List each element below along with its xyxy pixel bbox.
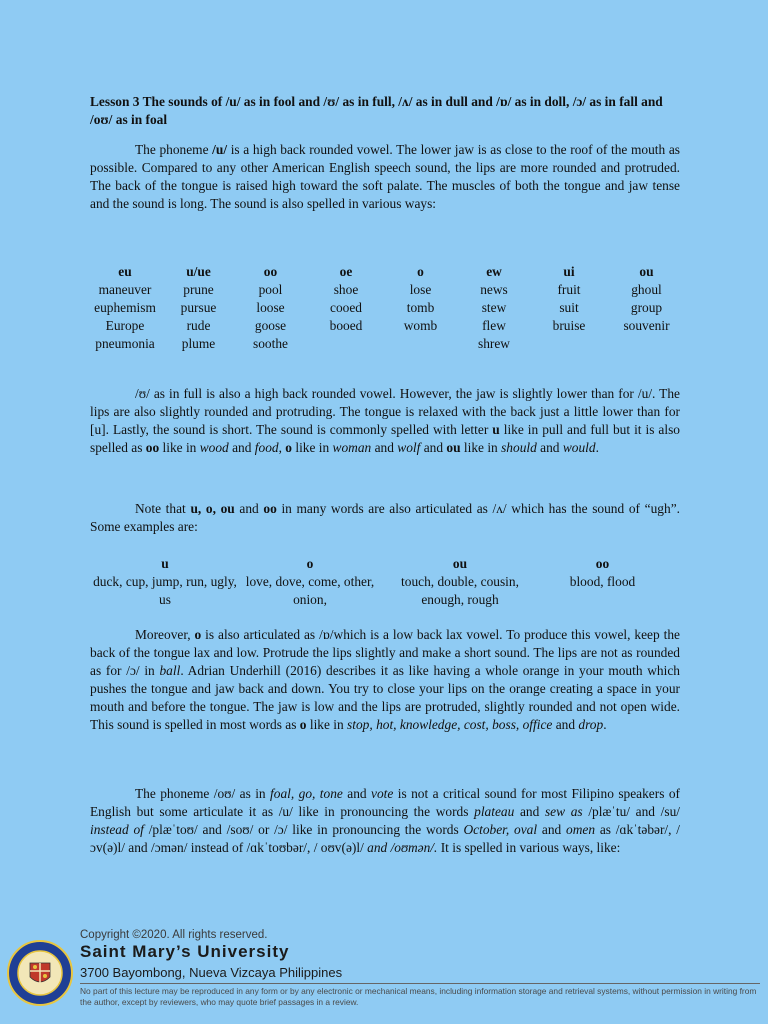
- paragraph-ugh: [90, 500, 680, 536]
- divider: [80, 983, 760, 984]
- spelling-column: [232, 263, 309, 353]
- text-bold: o: [194, 627, 202, 642]
- text-italic: foal, go, tone: [270, 786, 343, 801]
- text: and: [514, 804, 545, 819]
- text: Note that: [135, 501, 191, 516]
- university-address: 3700 Bayombong, Nueva Vizcaya Philippines: [80, 965, 343, 980]
- spelling-word: euphemism: [94, 300, 156, 315]
- text: like in pull and full but it is also spelled as: [90, 422, 680, 455]
- example-words: blood, flood: [569, 574, 636, 589]
- spelling-table-u: [85, 263, 685, 353]
- text: /plæˈtoʊ/ and /soʊ/ or /ɔ/ like in pronouncing the words: [143, 822, 464, 837]
- paragraph-full: [90, 385, 680, 457]
- text-italic: sew: [544, 804, 566, 819]
- spelling-header: eu: [118, 264, 132, 279]
- spelling-word: pool: [258, 282, 283, 297]
- spelling-word: lose: [409, 282, 432, 297]
- paragraph-doll: [90, 626, 680, 734]
- text: as /ɑkˈtəbər/, /ɔv(ə)l/ and /ɔmən/ instead of /ɑkˈtoʊbər/, / oʊv(ə)l/: [90, 822, 680, 855]
- spelling-word: shoe: [333, 282, 359, 297]
- example-words: love, dove, come, other, onion,: [245, 574, 375, 607]
- text-bold: oo: [263, 501, 277, 516]
- spelling-word: bruise: [552, 318, 586, 333]
- text-italic: and /oʊmən/.: [367, 840, 438, 855]
- text-italic: drop: [578, 717, 604, 732]
- lesson-content: [90, 93, 681, 855]
- spelling-word: souvenir: [623, 318, 670, 333]
- spelling-column: [608, 263, 685, 353]
- text: /ʊ/ as in full is also a high back rounded vowel. However, the jaw is slightly lower than for /u/. The lips are also slightly rounded and protruding. The tongue is relaxed with the back just a little lower than for [u]. Lastly, the sound is short. The sound is commonly spelled with letter: [90, 386, 680, 437]
- text: /plæˈtu/ and /su/: [582, 804, 681, 819]
- spelling-word: news: [480, 282, 508, 297]
- text-italic: instead of: [90, 822, 144, 837]
- spelling-word: suit: [559, 300, 579, 315]
- text: like in: [159, 440, 200, 455]
- spelling-header: ew: [486, 264, 502, 279]
- paragraph-u: [90, 141, 680, 213]
- spelling-header: ui: [563, 264, 575, 279]
- text-bold: o: [285, 440, 292, 455]
- spelling-table-uh: [90, 555, 690, 609]
- text: like in: [460, 440, 502, 455]
- text: like in: [306, 717, 348, 732]
- text: is a high back rounded vowel. The lower jaw is as close to the roof of the mouth as possible. Compared to any other American English speech sound, the lips are more rounded and protruded. The back of the tongue is raised high toward the soft palate. The muscles of both the tongue and jaw tense and the sound is long. The sound is also spelled in various ways:: [90, 142, 680, 211]
- university-seal-logo: [6, 939, 74, 1007]
- text-italic: would: [562, 440, 596, 455]
- spelling-column: [383, 263, 458, 353]
- spelling-word: stew: [481, 300, 507, 315]
- text: and: [234, 501, 264, 516]
- text-italic: ball: [159, 663, 181, 678]
- spelling-word: goose: [254, 318, 287, 333]
- text-italic: as: [570, 804, 583, 819]
- text: ,: [278, 440, 286, 455]
- text: is also articulated as /ɒ/which is a low back lax vowel. To produce this vowel, keep the back of the tongue lax and low. Protrude the lips slightly and make a short sound. The lips are not as rounded as for /ɔ/ in: [90, 627, 680, 678]
- text-italic: food: [254, 440, 279, 455]
- text-italic: should: [501, 440, 537, 455]
- text: and: [342, 786, 372, 801]
- example-words: duck, cup, jump, run, ugly, us: [93, 574, 237, 607]
- spelling-word: fruit: [557, 282, 581, 297]
- spelling-header: oe: [339, 264, 353, 279]
- example-words: touch, double, cousin, enough, rough: [401, 574, 519, 607]
- spelling-word: Europe: [105, 318, 145, 333]
- spelling-word: rude: [186, 318, 211, 333]
- spelling-column: [165, 263, 232, 353]
- text-bold: /u/: [212, 142, 228, 157]
- footer: [0, 925, 768, 1024]
- spelling-word: womb: [403, 318, 438, 333]
- text-bold: ou: [446, 440, 461, 455]
- spelling-word: prune: [183, 282, 214, 297]
- text-italic: stop, hot, knowledge, cost, boss, office: [347, 717, 553, 732]
- text: in many words are also articulated as /ʌ/ which has the sound of “ugh”. Some examples are:: [90, 501, 680, 534]
- text: .: [603, 717, 607, 732]
- example-header: o: [306, 556, 314, 571]
- text: The phoneme: [135, 142, 213, 157]
- spelling-column: [530, 263, 608, 353]
- spelling-header: ou: [639, 264, 654, 279]
- spelling-header: o: [417, 264, 424, 279]
- spelling-word: shrew: [478, 336, 510, 351]
- example-column: [540, 555, 665, 609]
- spelling-word: pursue: [180, 300, 217, 315]
- text: and: [537, 822, 567, 837]
- text-bold: u: [492, 422, 500, 437]
- text: is not a critical sound for most Filipino speakers of English but some articulate it as /u/ like in pronouncing the words: [90, 786, 680, 819]
- spelling-word: tomb: [406, 300, 435, 315]
- text: and: [228, 440, 255, 455]
- text: . Adrian Underhill (2016) describes it as like having a whole orange in your mouth which pushes the tongue and jaw back and down. You try to close your lips on the orange creating a space in your mouth and before the tongue. The jaw is low and the lips are protruded, slightly rounded and not open wide. This sound is spelled in most words as: [90, 663, 680, 732]
- spelling-word: soothe: [253, 336, 288, 351]
- spelling-word: loose: [256, 300, 285, 315]
- university-name: Saint Mary’s University: [80, 942, 290, 961]
- spelling-column: [85, 263, 165, 353]
- spelling-header: oo: [263, 264, 278, 279]
- text: and: [536, 440, 563, 455]
- copyright-text: Copyright ©2020. All rights reserved.: [80, 929, 268, 941]
- text: like in: [292, 440, 333, 455]
- spelling-word: cooed: [330, 300, 362, 315]
- text-italic: wood: [199, 440, 229, 455]
- paragraph-foal: [90, 785, 680, 857]
- text-italic: plateau: [474, 804, 515, 819]
- spelling-header: u/ue: [186, 264, 211, 279]
- text-bold: oo: [145, 440, 160, 455]
- text-italic: vote: [371, 786, 394, 801]
- spelling-word: maneuver: [98, 282, 152, 297]
- spelling-word: pneumonia: [95, 336, 155, 351]
- text-italic: omen: [566, 822, 596, 837]
- text: It is spelled in various ways, like:: [437, 840, 621, 855]
- text: and: [420, 440, 447, 455]
- text-bold: u, o, ou: [190, 501, 235, 516]
- text-italic: woman: [332, 440, 372, 455]
- copyright-notice: No part of this lecture may be reproduced in any form or by any electronic or mechanical means, including information storage and retrieval systems, without permission in writing from the author, except by reviewers, who may quote brief passages in a review.: [80, 986, 757, 1007]
- text: .: [595, 440, 599, 455]
- example-column: [90, 555, 240, 609]
- text-bold: o: [299, 717, 307, 732]
- text-italic: wolf: [397, 440, 421, 455]
- example-column: [240, 555, 380, 609]
- spelling-word: booed: [329, 318, 363, 333]
- text: and: [371, 440, 398, 455]
- spelling-column: [458, 263, 530, 353]
- text: and: [552, 717, 579, 732]
- spelling-word: group: [630, 300, 663, 315]
- text: Moreover,: [135, 627, 195, 642]
- text: The phoneme /oʊ/ as in: [135, 786, 271, 801]
- example-header: oo: [595, 556, 610, 571]
- spelling-column: [309, 263, 383, 353]
- spelling-word: ghoul: [631, 282, 662, 297]
- spelling-word: plume: [181, 336, 216, 351]
- lesson-title: Lesson 3 The sounds of /u/ as in fool and /ʊ/ as in full, /ʌ/ as in dull and /ɒ/ as in doll, /ɔ/ as in fall and /oʊ/ as in foal: [90, 94, 663, 127]
- example-header: ou: [452, 556, 468, 571]
- example-column: [380, 555, 540, 609]
- text-italic: October, oval: [463, 822, 538, 837]
- example-header: u: [161, 556, 169, 571]
- spelling-word: flew: [482, 318, 506, 333]
